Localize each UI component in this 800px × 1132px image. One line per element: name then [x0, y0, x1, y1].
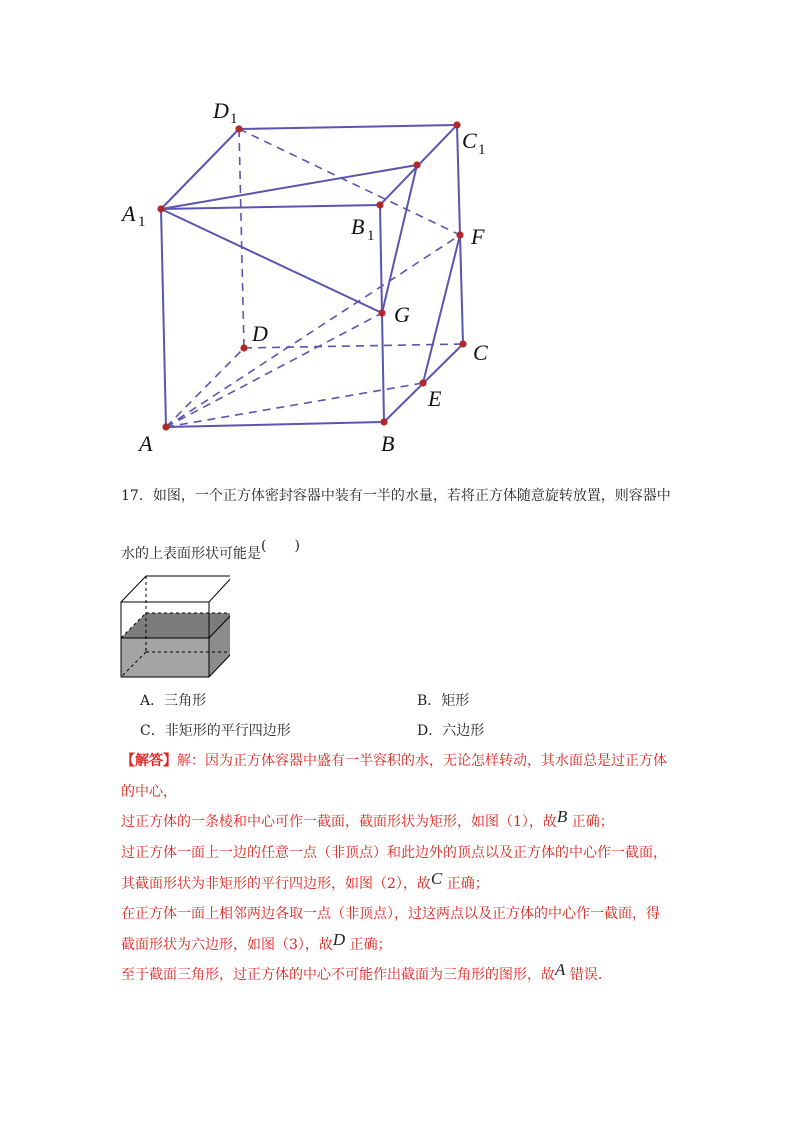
answer-var-a: A	[555, 960, 566, 979]
answer-text-5: 其截面形状为非矩形的平行四边形，如图（2），故	[121, 876, 431, 892]
answer-text-3b: 正确；	[567, 814, 614, 830]
label-A: A	[139, 431, 153, 456]
answer-var-b: B	[556, 807, 568, 826]
option-c[interactable]: C．非矩形的平行四边形	[140, 723, 291, 739]
answer-text-8: 至于截面三角形，过正方体的中心不可能作出截面为三角形的图形，故	[121, 967, 555, 983]
answer-tag: 【解答】	[121, 753, 177, 769]
label-D1: D	[213, 98, 229, 123]
answer-line-8	[121, 960, 603, 984]
label-D1-sub: 1	[230, 111, 238, 127]
label-D: D	[252, 321, 268, 346]
label-C1: C	[462, 128, 477, 153]
label-E: E	[428, 386, 442, 411]
answer-var-c: C	[430, 869, 443, 888]
answer-text-7: 截面形状为六边形，如图（3），故	[121, 937, 333, 953]
answer-blank: ( )	[261, 538, 300, 554]
answer-line-4: 过正方体一面上一边的任意一点（非顶点）和此边外的顶点以及正方体的中心作一截面，	[121, 845, 667, 861]
answer-text-5b: 正确；	[442, 876, 489, 892]
answer-line-3	[121, 807, 614, 831]
label-B: B	[381, 431, 395, 456]
answer-text-7b: 正确；	[345, 937, 392, 953]
label-G: G	[394, 302, 410, 327]
question-line-2	[121, 538, 300, 563]
label-B1: B	[351, 214, 365, 239]
answer-text-3: 过正方体的一条棱和中心可作一截面，截面形状为矩形，如图（1），故	[121, 814, 557, 830]
label-A1-sub: 1	[138, 214, 146, 230]
label-F: F	[471, 224, 485, 249]
answer-line-1	[121, 750, 667, 770]
option-a[interactable]: A．三角形	[140, 693, 207, 709]
answer-line-2: 的中心，	[121, 784, 177, 800]
answer-var-d: D	[332, 930, 346, 949]
option-b[interactable]: B．矩形	[417, 693, 470, 709]
label-B1-sub: 1	[367, 228, 375, 244]
option-d[interactable]: D．六边形	[417, 723, 485, 739]
label-C1-sub: 1	[478, 142, 486, 158]
answer-line-5	[121, 869, 489, 893]
question-text: 水的上表面形状可能是	[121, 546, 261, 562]
answer-line-6: 在正方体一面上相邻两边各取一点（非顶点），过这两点以及正方体的中心作一截面，得	[121, 906, 660, 922]
water-container-figure	[110, 570, 230, 682]
label-C: C	[473, 340, 488, 365]
answer-text-8b: 错误.	[565, 967, 603, 983]
label-A1: A	[122, 201, 136, 226]
question-line-1: 17．如图，一个正方体密封容器中装有一半的水量，若将正方体随意旋转放置，则容器中	[121, 488, 671, 504]
answer-text-1: 解：因为正方体容器中盛有一半容积的水，无论怎样转动，其水面总是过正方体	[177, 753, 667, 769]
answer-line-7	[121, 930, 392, 954]
cube-section-figure	[0, 0, 800, 470]
